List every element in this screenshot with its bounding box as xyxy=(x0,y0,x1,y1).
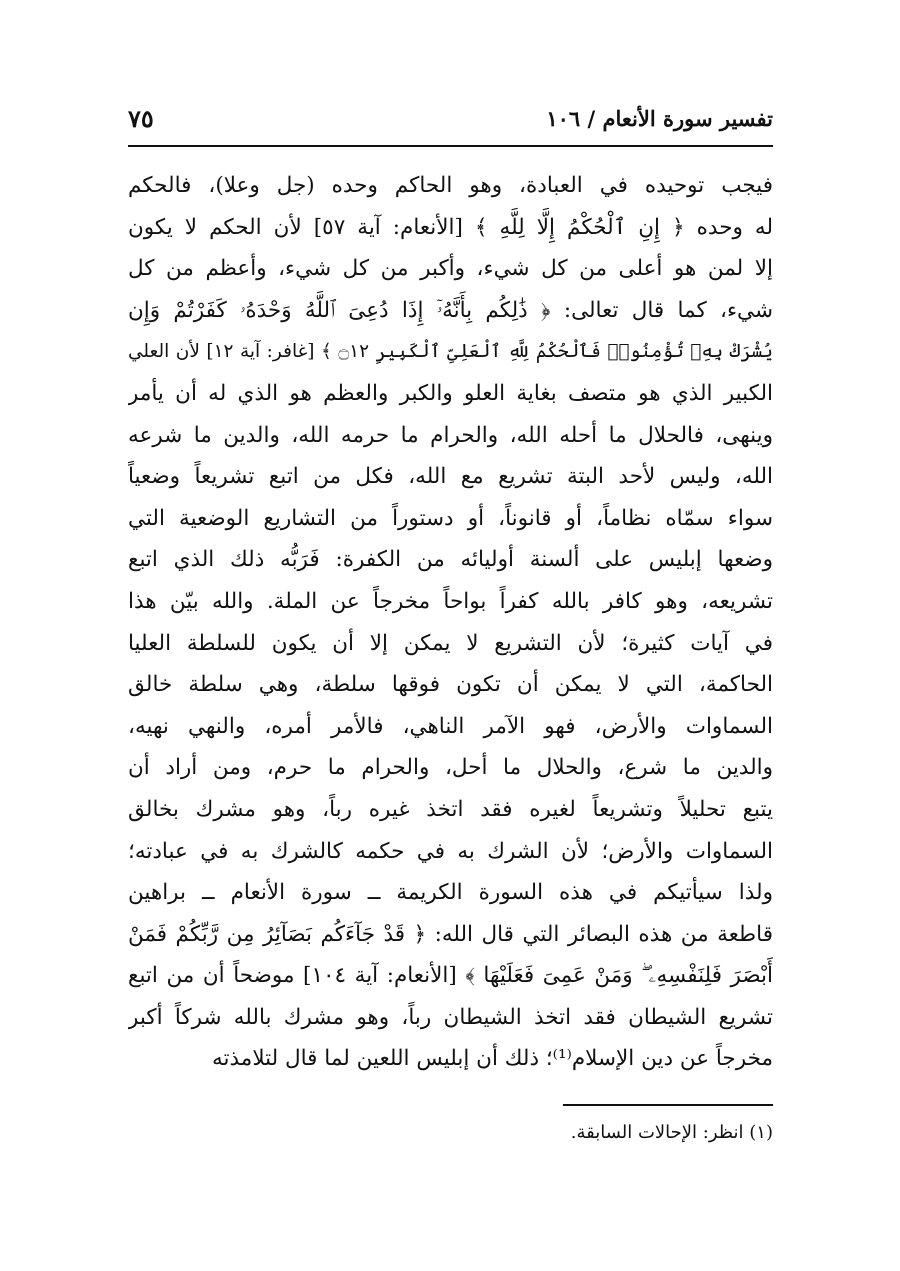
text-line: الحاكمة، التي لا يمكن أن تكون فوقها سلطة، وهي سلطة خالق xyxy=(128,672,773,698)
text-line: الله، وليس لأحد البتة تشريع مع الله، فكل من اتبع تشريعاً وضعياً xyxy=(128,464,773,490)
text-line: سواء سمّاه نظاماً، أو قانوناً، أو دستوراً من التشاريع الوضعية التي xyxy=(128,505,773,531)
running-header xyxy=(128,100,773,144)
text-line: في آيات كثيرة؛ لأن التشريع لا يمكن إلا أن يكون للسلطة العليا xyxy=(128,630,773,656)
text-line: وضعها إبليس على ألسنة أوليائه من الكفرة: فَرَبُّه ذلك الذي اتبع xyxy=(128,547,773,573)
text-line: يُشْرَكْ بِهِۦ تُؤْمِنُوا۟ فَٱلْحُكْمُ لِلَّهِ ٱلْعَلِىِّ ٱلْكَبِيرِ ۝١٢ ﴾ [غافر: آية ١٢] لأن العلي xyxy=(128,341,773,363)
footnote-divider xyxy=(563,1104,773,1106)
text-line: تشريع الشيطان فقد اتخذ الشيطان رباً، وهو مشرك بالله شركاً أكبر xyxy=(128,1004,773,1030)
header-divider xyxy=(128,145,773,147)
text-line: السماوات والأرض؛ لأن الشرك به في حكمه كالشرك به في عبادته؛ xyxy=(128,838,773,864)
text-line: يتبع تحليلاً وتشريعاً لغيره فقد اتخذ غيره رباً، وهو مشرك بخالق xyxy=(128,796,773,822)
body-text xyxy=(128,165,773,1080)
text-line: إلا لمن هو أعلى من كل شيء، وأكبر من كل شيء، وأعظم من كل xyxy=(128,256,773,282)
text-line: تشريعه، وهو كافر بالله كفراً بواحاً مخرجاً عن الملة. والله بيّن هذا xyxy=(128,588,773,614)
text-line: الكبير الذي هو متصف بغاية العلو والكبر والعظم هو الذي له أن يأمر xyxy=(128,380,773,406)
text-line: قاطعة من هذه البصائر التي قال الله: ﴿ قَدْ جَآءَكُم بَصَآئِرُ مِن رَّبِّكُمْ فَمَنْ xyxy=(128,921,773,947)
text-line: ولذا سيأتيكم في هذه السورة الكريمة ــ سورة الأنعام ــ براهين xyxy=(128,880,773,906)
text-line: مخرجاً عن دين الإسلام⁽¹⁾؛ ذلك أن إبليس اللعين لما قال لتلامذته xyxy=(212,1046,773,1072)
text-line: والدين ما شرع، والحلال ما أحل، والحرام ما حرم، ومن أراد أن xyxy=(128,755,773,781)
page-number: ٧٥ xyxy=(128,104,154,133)
text-line: شيء، كما قال تعالى: ﴿ ذَٰلِكُم بِأَنَّهُۥٓ إِذَا دُعِىَ ٱللَّهُ وَحْدَهُۥ كَفَرْتُمْ وَإِن xyxy=(128,297,773,323)
text-line: السماوات والأرض، فهو الآمر الناهي، فالأمر أمره، والنهي نهيه، xyxy=(128,713,773,739)
text-line: أَبْصَرَ فَلِنَفْسِهِۦ ۖ وَمَنْ عَمِىَ فَعَلَيْهَا ﴾ [الأنعام: آية ١٠٤] موضحاً أن من اتبع xyxy=(128,963,773,989)
text-line: فيجب توحيده في العبادة، وهو الحاكم وحده (جل وعلا)، فالحكم xyxy=(128,173,773,198)
text-line: وينهى، فالحلال ما أحله الله، والحرام ما حرمه الله، والدين ما شرعه xyxy=(128,422,773,448)
running-header-title: تفسير سورة الأنعام / ١٠٦ xyxy=(546,106,773,131)
footnote: (١) انظر: الإحالات السابقة. xyxy=(570,1122,773,1143)
text-line: له وحده ﴿ إِنِ ٱلْحُكْمُ إِلَّا لِلَّهِ ﴾ [الأنعام: آية ٥٧] لأن الحكم لا يكون xyxy=(128,214,773,240)
